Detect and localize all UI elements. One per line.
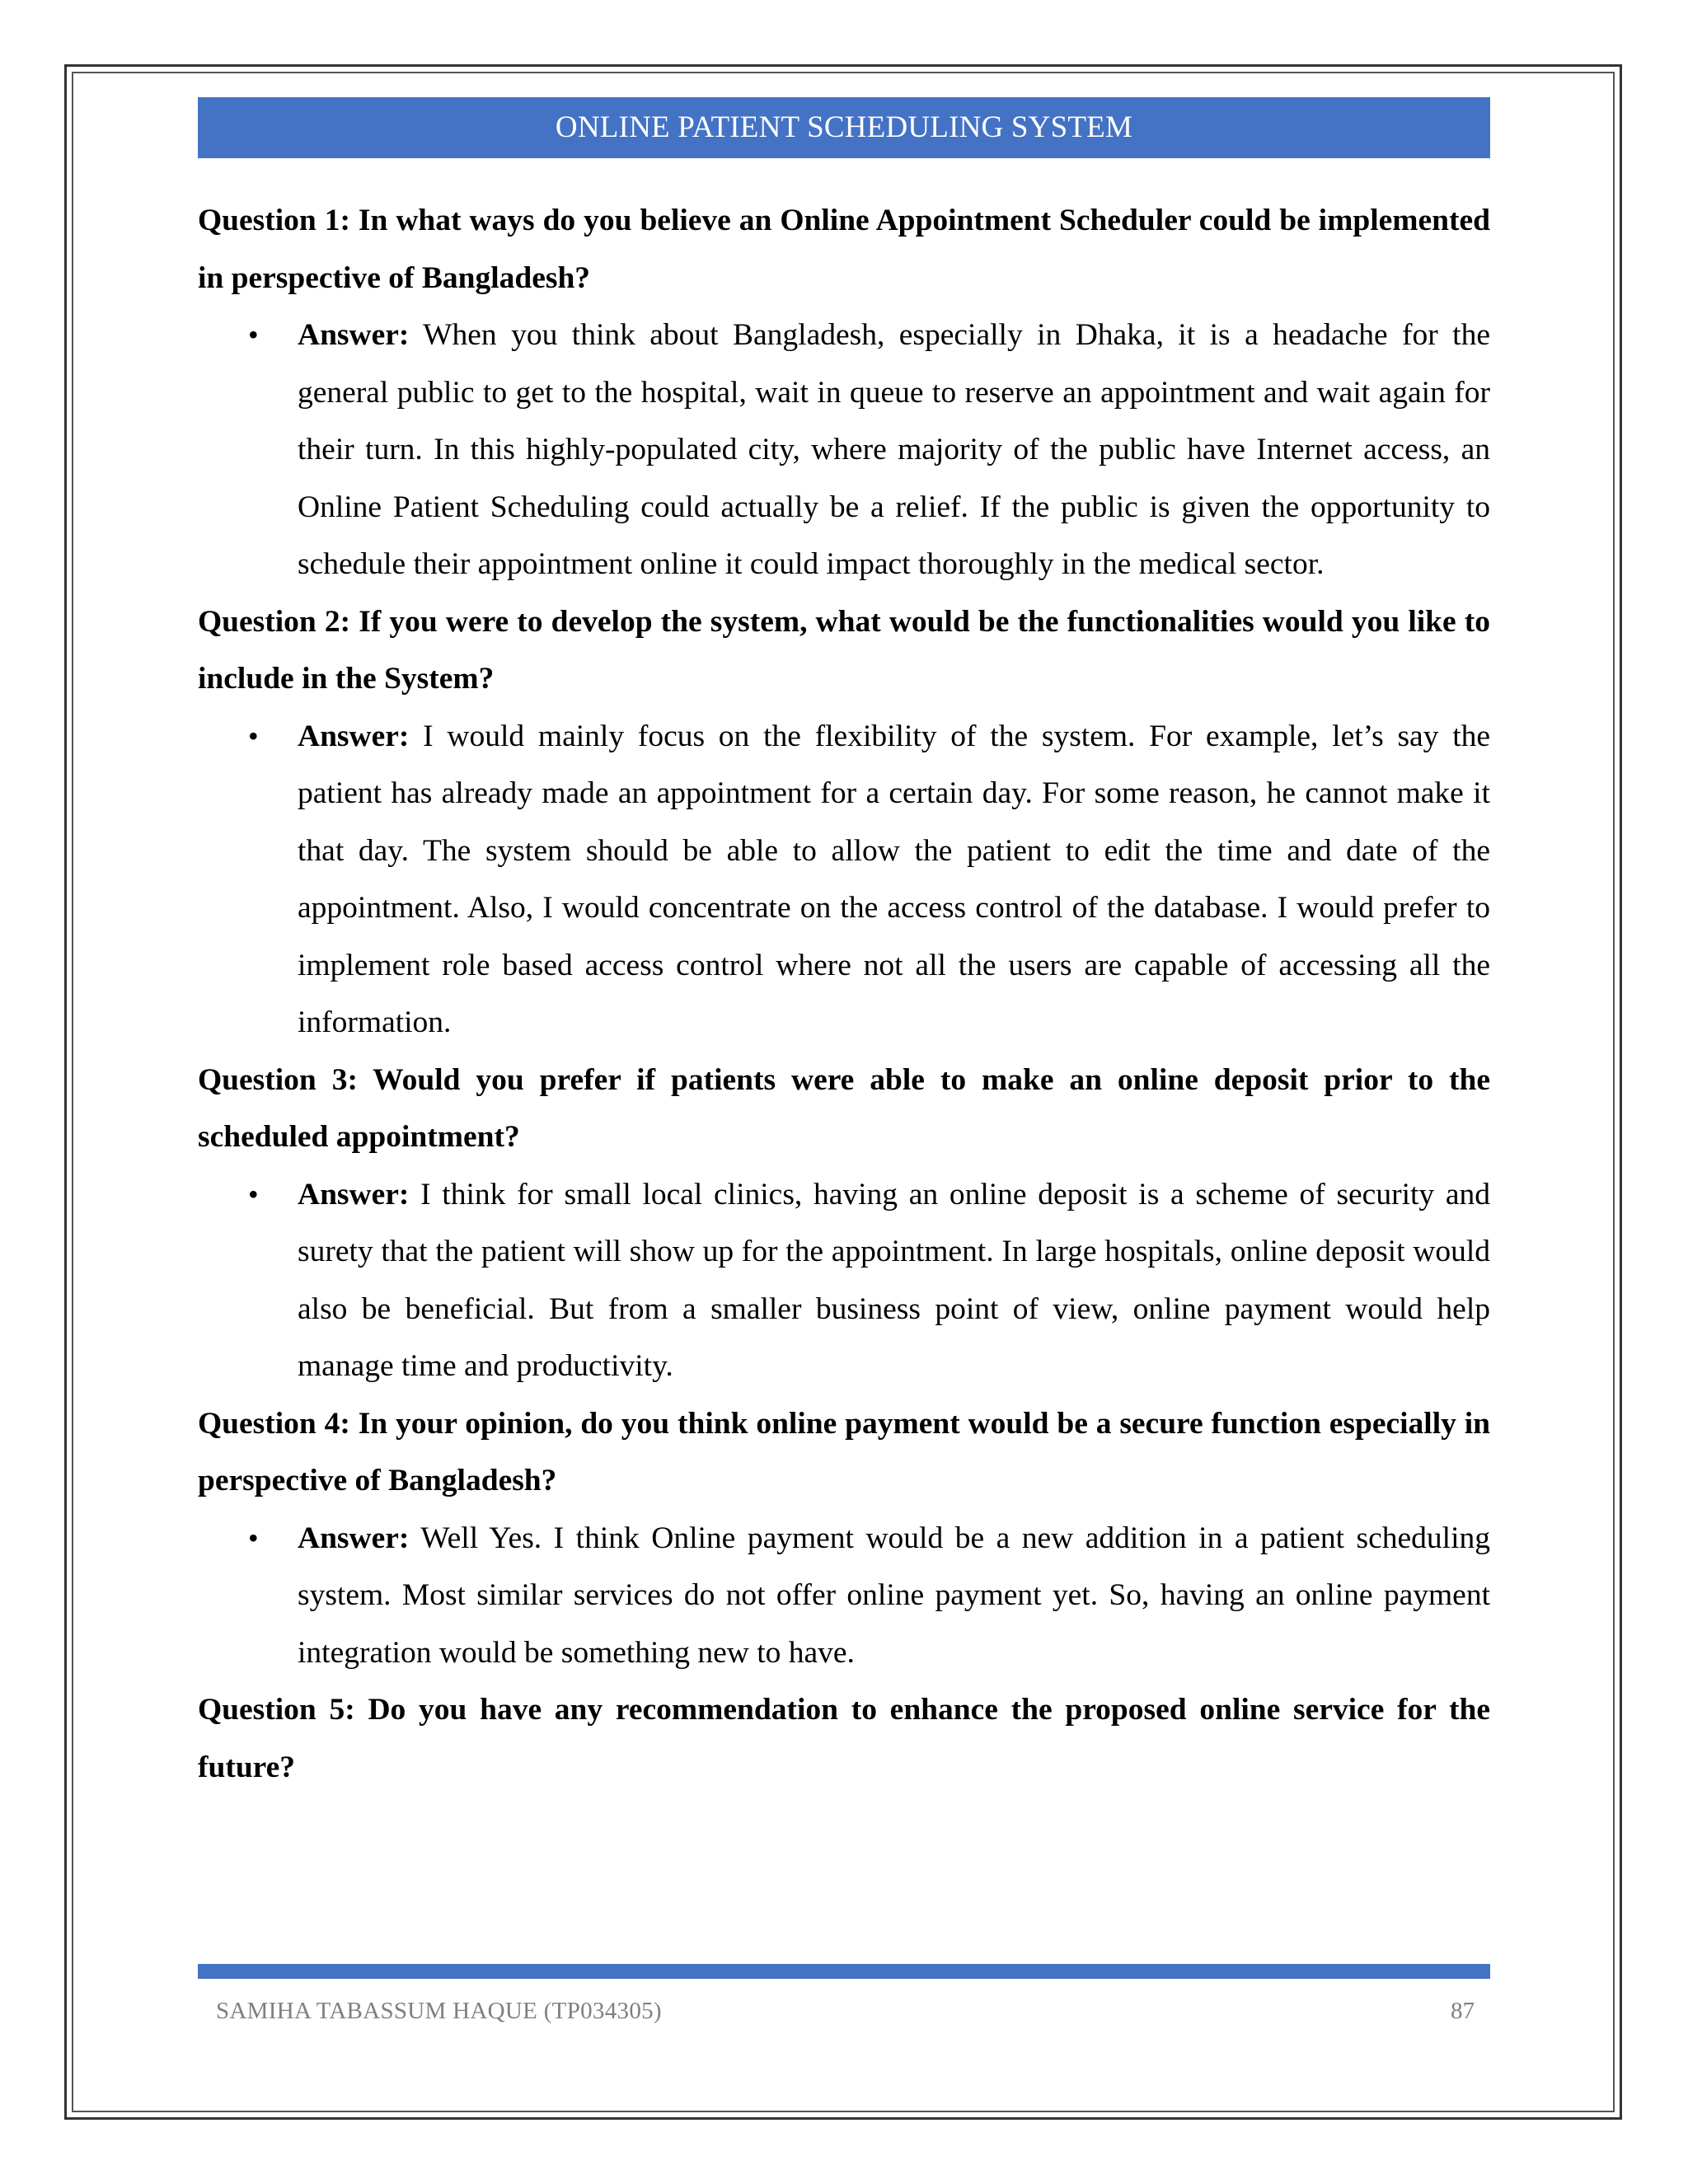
- footer-author: SAMIHA TABASSUM HAQUE (TP034305): [216, 1998, 662, 2024]
- header-title: ONLINE PATIENT SCHEDULING SYSTEM: [198, 97, 1490, 158]
- answer-label: Answer:: [298, 1177, 410, 1212]
- footer-divider: [198, 1964, 1490, 1979]
- question-2: Question 2: If you were to develop the system, what would be the functionalities would you like to include in the System?: [198, 604, 1490, 696]
- answer-text: Well Yes. I think Online payment would be a new addition in a patient scheduling system. Most similar services do not offer online payment yet. So, having an online payment integration would be something new to have.: [298, 1521, 1490, 1670]
- bullet-icon: •: [248, 318, 259, 351]
- question-5: Question 5: Do you have any recommendation to enhance the proposed online service for the future?: [198, 1693, 1490, 1784]
- question-4: Question 4: In your opinion, do you think online payment would be a secure function especially in perspective of Bangladesh?: [198, 1406, 1490, 1497]
- answer-2: [198, 708, 1490, 1052]
- question-3: Question 3: Would you prefer if patients were able to make an online deposit prior to the scheduled appointment?: [198, 1062, 1490, 1154]
- bullet-icon: •: [248, 719, 259, 752]
- bullet-icon: •: [248, 1521, 259, 1554]
- answer-1: [198, 307, 1490, 593]
- answer-4: [198, 1510, 1490, 1682]
- answer-label: Answer:: [298, 318, 410, 352]
- answer-text: I think for small local clinics, having an online deposit is a scheme of security and surety that the patient will show up for the appointment. In large hospitals, online deposit would also be beneficial. But from a smaller business point of view, online payment would help manage time and productivity.: [298, 1177, 1491, 1383]
- page-number: 87: [1451, 1998, 1475, 2024]
- answer-text: When you think about Bangladesh, especially in Dhaka, it is a headache for the general public to get to the hospital, wait in queue to reserve an appointment and wait again for their turn. In this highly-populated city, where majority of the public have Internet access, an Online Patient Scheduling could actually be a relief. If the public is given the opportunity to schedule their appointment online it could impact thoroughly in the medical sector.: [298, 318, 1490, 581]
- answer-label: Answer:: [298, 719, 410, 753]
- document-body: [198, 192, 1490, 1796]
- question-1: Question 1: In what ways do you believe an Online Appointment Scheduler could be implemented in perspective of Bangladesh?: [198, 204, 1490, 295]
- answer-3: [198, 1166, 1490, 1395]
- answer-label: Answer:: [298, 1521, 410, 1555]
- answer-text: I would mainly focus on the flexibility of the system. For example, let’s say the patient has already made an appointment for a certain day. For some reason, he cannot make it that day. The system should be able to allow the patient to edit the time and date of the appointment. Also, I would concentrate on the access control of the database. I would prefer to implement role based access control where not all the users are capable of accessing all the information.: [298, 719, 1491, 1039]
- bullet-icon: •: [248, 1177, 259, 1211]
